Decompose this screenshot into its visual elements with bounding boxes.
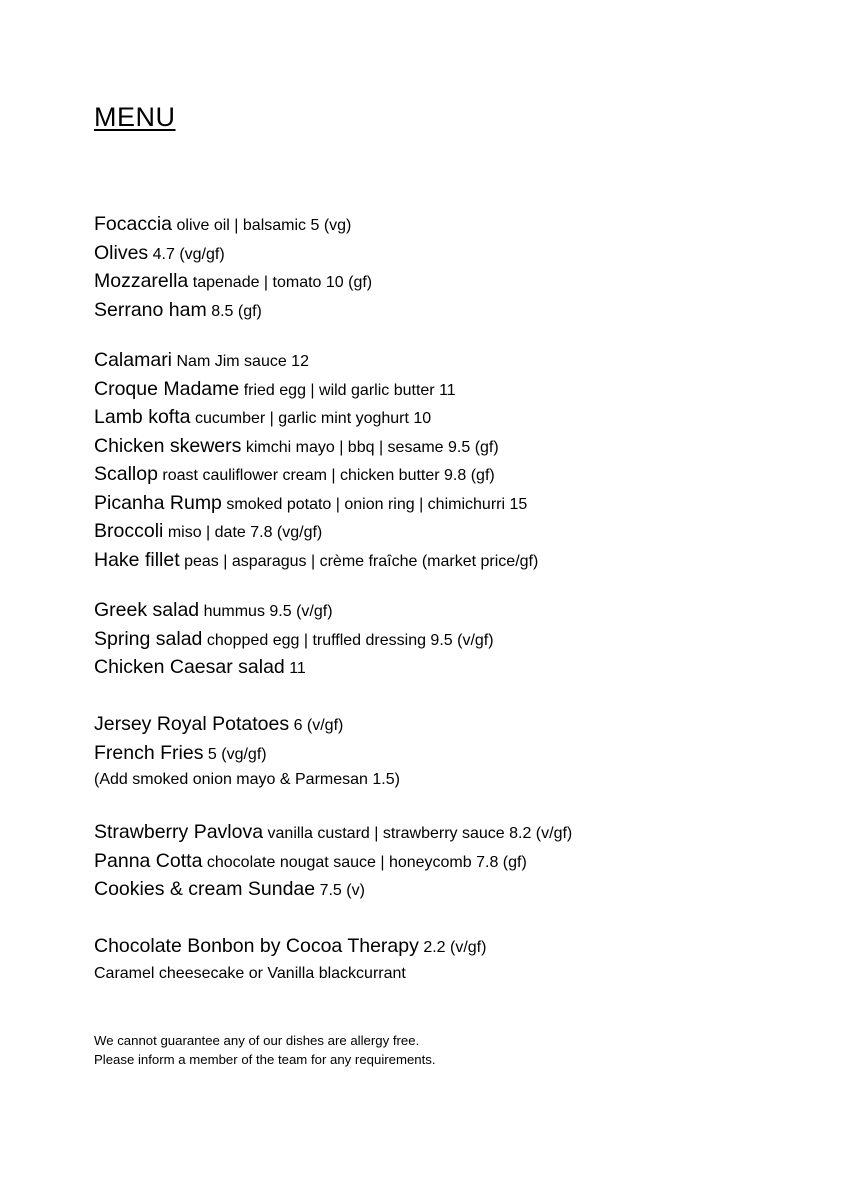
item-desc: 7.5 (v)	[319, 882, 365, 899]
item-desc: fried egg | wild garlic butter 11	[243, 381, 456, 399]
item-desc: 11	[289, 660, 306, 677]
menu-section-desserts	[94, 818, 572, 904]
menu-item	[94, 517, 538, 546]
disclaimer-line: We cannot guarantee any of our dishes are allergy free.	[94, 1033, 420, 1048]
item-name: Chicken skewers	[94, 434, 242, 457]
menu-item	[94, 375, 538, 404]
item-desc: chopped egg | truffled dressing 9.5 (v/gf)	[206, 631, 494, 649]
item-name: Strawberry Pavlova	[94, 821, 264, 843]
item-name: Broccoli	[94, 520, 164, 542]
item-name: Picanha Rump	[94, 491, 222, 514]
item-desc: roast cauliflower cream | chicken butter 9.8 (gf)	[162, 467, 495, 484]
menu-section-plates	[94, 346, 538, 574]
item-name: Chocolate Bonbon by Cocoa Therapy	[94, 935, 419, 957]
item-name: Spring salad	[94, 627, 203, 650]
item-name: Calamari	[94, 349, 173, 371]
item-name: Focaccia	[94, 213, 173, 235]
menu-item	[94, 489, 538, 518]
item-name: Serrano ham	[94, 298, 207, 321]
menu-item	[94, 739, 400, 768]
item-desc: kimchi mayo | bbq | sesame 9.5 (gf)	[245, 438, 499, 456]
menu-item	[94, 625, 494, 654]
menu-section-salads	[94, 596, 494, 682]
item-name: Panna Cotta	[94, 849, 203, 872]
item-desc: 4.7 (vg/gf)	[152, 245, 225, 263]
menu-section-sides	[94, 710, 400, 793]
page-title: MENU	[94, 102, 176, 132]
menu-item	[94, 710, 400, 739]
item-desc: 5 (vg/gf)	[207, 745, 267, 763]
item-desc: cucumber | garlic mint yoghurt 10	[194, 410, 432, 427]
item-desc: 8.5 (gf)	[211, 302, 262, 320]
item-desc: tapenade | tomato 10 (gf)	[192, 274, 373, 291]
item-name: French Fries	[94, 741, 204, 764]
menu-item	[94, 403, 538, 432]
menu-item	[94, 653, 494, 682]
menu-item	[94, 267, 372, 296]
menu-item	[94, 932, 486, 961]
item-desc: vanilla custard | strawberry sauce 8.2 (v/gf)	[267, 825, 573, 842]
item-name: Chicken Caesar salad	[94, 656, 285, 678]
menu-item	[94, 296, 372, 325]
menu-section-starters	[94, 210, 372, 324]
menu-item	[94, 210, 372, 239]
item-desc: olive oil | balsamic 5 (vg)	[176, 217, 352, 234]
menu-item	[94, 239, 372, 268]
item-name: Cookies & cream Sundae	[94, 878, 316, 900]
menu-item	[94, 875, 572, 904]
item-desc: miso | date 7.8 (vg/gf)	[167, 524, 323, 541]
allergy-disclaimer	[94, 1031, 436, 1069]
item-name: Greek salad	[94, 599, 200, 621]
item-name: Scallop	[94, 463, 158, 485]
item-desc: peas | asparagus | crème fraîche (market price/gf)	[184, 552, 539, 570]
item-name: Mozzarella	[94, 270, 189, 292]
section-note	[94, 961, 486, 987]
item-name: Olives	[94, 241, 149, 264]
menu-item	[94, 847, 572, 876]
note-text: Caramel cheesecake or Vanilla blackcurrant	[94, 964, 406, 982]
item-desc: Nam Jim sauce 12	[176, 353, 309, 370]
menu-item	[94, 596, 494, 625]
menu-item	[94, 460, 538, 489]
menu-item	[94, 346, 538, 375]
menu-item	[94, 818, 572, 847]
item-name: Jersey Royal Potatoes	[94, 713, 290, 735]
menu-item	[94, 432, 538, 461]
item-name: Hake fillet	[94, 548, 180, 571]
menu-section-bonbon	[94, 932, 486, 987]
item-desc: chocolate nougat sauce | honeycomb 7.8 (gf)	[206, 853, 527, 871]
item-desc: 2.2 (v/gf)	[423, 939, 487, 956]
item-name: Lamb kofta	[94, 406, 191, 428]
menu-item	[94, 546, 538, 575]
disclaimer-line: Please inform a member of the team for any requirements.	[94, 1052, 436, 1067]
item-name: Croque Madame	[94, 377, 240, 400]
item-desc: 6 (v/gf)	[293, 717, 344, 734]
note-text: (Add smoked onion mayo & Parmesan 1.5)	[94, 771, 400, 788]
item-desc: smoked potato | onion ring | chimichurri 15	[226, 495, 528, 513]
item-desc: hummus 9.5 (v/gf)	[203, 603, 333, 620]
section-note	[94, 767, 400, 793]
